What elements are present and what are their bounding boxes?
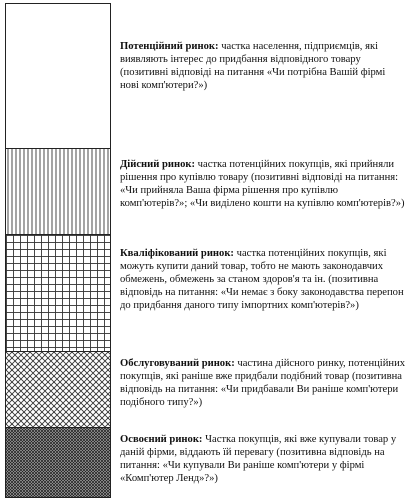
potential-market-term: Потенційний ринок:	[120, 41, 219, 52]
qualified-market-text: частка потенційних покупців, які можуть купити даний товар, тобто не мають законодавчих обмежень, обмежень за станом здоров'я та ін. (позитивна відповідь на питання: «Чи немає з боку законодавства перепон до придбання даного типу імпортних комп'ютерів?»)	[120, 248, 404, 311]
penetrated-market-description	[120, 433, 406, 485]
served-market-description	[120, 357, 406, 409]
qualified-market-description	[120, 247, 406, 312]
penetrated-market-text: Частка покупців, які вже купували товар у даній фірми, віддають їй перевагу (позитивна відповідь на питання: «Чи купували Ви раніше комп'ютери у фірмі «Комп'ютер Ленд»?»)	[120, 434, 397, 484]
served-market-text: частина дійсного ринку, потенційних покупців, які раніше вже придбали подібний товар (позитивна відповідь на питання: «Чи придбавали Ви раніше комп'ютери подібного типу?»)	[120, 358, 406, 408]
potential-market-text: частка населення, підприємців, які виявляють інтерес до придбання відповідного товару (позитивні відповіді на питання «Чи потрібна Вашій фірмі нові комп'ютери?»)	[120, 41, 386, 91]
potential-market-description	[120, 40, 406, 92]
segment-qualified-market	[6, 235, 110, 352]
penetrated-market-term: Освоєний ринок:	[120, 434, 203, 445]
dense-crosshatch-fill	[6, 428, 110, 497]
segment-potential-market	[6, 4, 110, 149]
actual-market-text: частка потенційних покупців, які прийняли рішення про купівлю товару (позитивні відповіді на питання: «Чи прийняла Ваша фірма рішення про купівлю комп'ютерів?»; «Чи виділено кошти на купівлю комп'ютерів?»)	[120, 159, 405, 209]
vertical-lines-fill	[6, 149, 110, 234]
actual-market-term: Дійсний ринок:	[120, 159, 196, 170]
qualified-market-term: Кваліфікований ринок:	[120, 248, 234, 259]
segment-penetrated-market	[6, 428, 110, 497]
segment-actual-market	[6, 149, 110, 235]
market-stack-bar	[5, 3, 111, 498]
segment-served-market	[6, 352, 110, 428]
actual-market-description	[120, 158, 406, 210]
crosshatch-fill	[6, 352, 110, 427]
grid-fill	[6, 235, 110, 351]
served-market-term: Обслуговуваний ринок:	[120, 358, 235, 369]
blank-fill	[6, 4, 110, 148]
